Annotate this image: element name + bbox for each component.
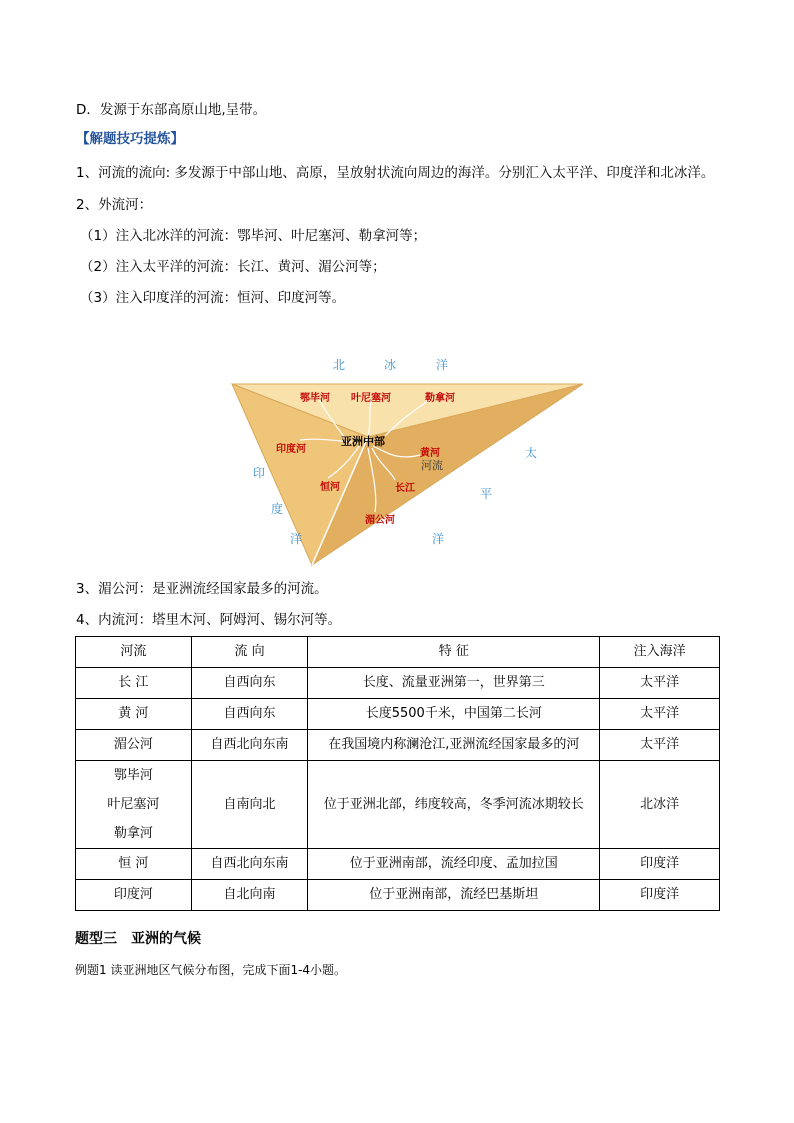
paragraph-1: 1、河流的流向: 多发源于中部山地、高原，呈放射状流向周边的海洋。分别汇入太平洋、印度洋和北冰洋。: [76, 165, 715, 181]
cell-river: 湄公河: [76, 730, 192, 761]
ocean-indian-char-3: 洋: [290, 532, 303, 546]
paragraph-2: 2、外流河：: [76, 197, 153, 213]
header-direction: 流 向: [191, 637, 308, 668]
ocean-pacific-char-3: 洋: [432, 532, 445, 546]
ocean-north-char-2: 冰: [384, 358, 397, 372]
cell-river-line: 鄂毕河: [113, 768, 153, 783]
option-d: D．发源于东部高原山地,呈带。: [76, 102, 267, 118]
cell-river-line: 勒拿河: [113, 826, 153, 841]
cell-ocean: 太平洋: [600, 699, 720, 730]
cell-direction: 自西向东: [191, 699, 308, 730]
header-ocean: 注入海洋: [600, 637, 720, 668]
cell-ocean: 太平洋: [600, 730, 720, 761]
cell-feature: 位于亚洲南部，流经巴基斯坦: [308, 880, 600, 911]
label-mekong: 湄公河: [365, 515, 395, 526]
table-row: [76, 699, 720, 730]
cell-river: 黄 河: [76, 699, 192, 730]
ocean-indian-char-1: 印: [253, 466, 266, 480]
paragraph-4: 4、内流河：塔里木河、阿姆河、锡尔河等。: [76, 612, 342, 628]
cell-river-multi: [76, 761, 192, 849]
paragraph-3: 3、湄公河：是亚洲流经国家最多的河流。: [76, 581, 328, 597]
ocean-indian-char-2: 度: [271, 502, 284, 516]
cell-ocean: 印度洋: [600, 880, 720, 911]
label-center: 亚洲中部: [341, 435, 385, 448]
label-lena: 勒拿河: [425, 393, 455, 404]
cell-river: 长 江: [76, 668, 192, 699]
header-feature: 特 征: [308, 637, 600, 668]
ocean-north-char-1: 北: [333, 358, 346, 372]
label-yellow: 黄河: [420, 448, 440, 459]
cell-ocean: 印度洋: [600, 849, 720, 880]
label-indus: 印度河: [276, 444, 306, 455]
table-header-row: [76, 637, 720, 668]
example-prompt: 例题1 读亚洲地区气候分布图，完成下面1-4小题。: [75, 963, 347, 977]
cell-river: 恒 河: [76, 849, 192, 880]
cell-feature: 长度、流量亚洲第一，世界第三: [308, 668, 600, 699]
paragraph-2-3: （3）注入印度洋的河流：恒河、印度河等。: [80, 290, 346, 306]
table-row: [76, 730, 720, 761]
ocean-pacific-char-2: 平: [480, 487, 493, 501]
cell-ocean: 太平洋: [600, 668, 720, 699]
cell-ocean: 北冰洋: [600, 761, 720, 849]
paragraph-2-2: （2）注入太平洋的河流：长江、黄河、湄公河等；: [80, 259, 386, 275]
paragraph-2-1: （1）注入北冰洋的河流：鄂毕河、叶尼塞河、勒拿河等；: [80, 228, 427, 244]
cell-direction: 自西北向东南: [191, 730, 308, 761]
cell-feature: 位于亚洲南部，流经印度、孟加拉国: [308, 849, 600, 880]
ocean-north-char-3: 洋: [436, 358, 449, 372]
label-ganges: 恒河: [320, 482, 340, 493]
cell-feature: 位于亚洲北部，纬度较高，冬季河流冰期较长: [308, 761, 600, 849]
section-heading: 题型三 亚洲的气候: [75, 931, 201, 947]
label-ob: 鄂毕河: [300, 393, 330, 404]
cell-river: 印度河: [76, 880, 192, 911]
label-yenisei: 叶尼塞河: [351, 393, 391, 404]
cell-direction: 自西向东: [191, 668, 308, 699]
rivers-table: [75, 636, 720, 911]
cell-direction: 自北向南: [191, 880, 308, 911]
table-row: [76, 761, 720, 849]
table-row: [76, 880, 720, 911]
header-river: 河流: [76, 637, 192, 668]
ocean-pacific-char-1: 太: [525, 446, 538, 460]
table-row: [76, 849, 720, 880]
label-yangtze: 长江: [395, 483, 415, 494]
cell-feature: 在我国境内称澜沧江,亚洲流经国家最多的河: [308, 730, 600, 761]
table-row: [76, 668, 720, 699]
cell-direction: 自南向北: [191, 761, 308, 849]
cell-feature: 长度5500千米，中国第二长河: [308, 699, 600, 730]
section-title: 【解题技巧提炼】: [76, 131, 184, 147]
cell-direction: 自西北向东南: [191, 849, 308, 880]
label-flow-word: 河流: [421, 459, 443, 472]
cell-river-line: 叶尼塞河: [107, 797, 160, 812]
